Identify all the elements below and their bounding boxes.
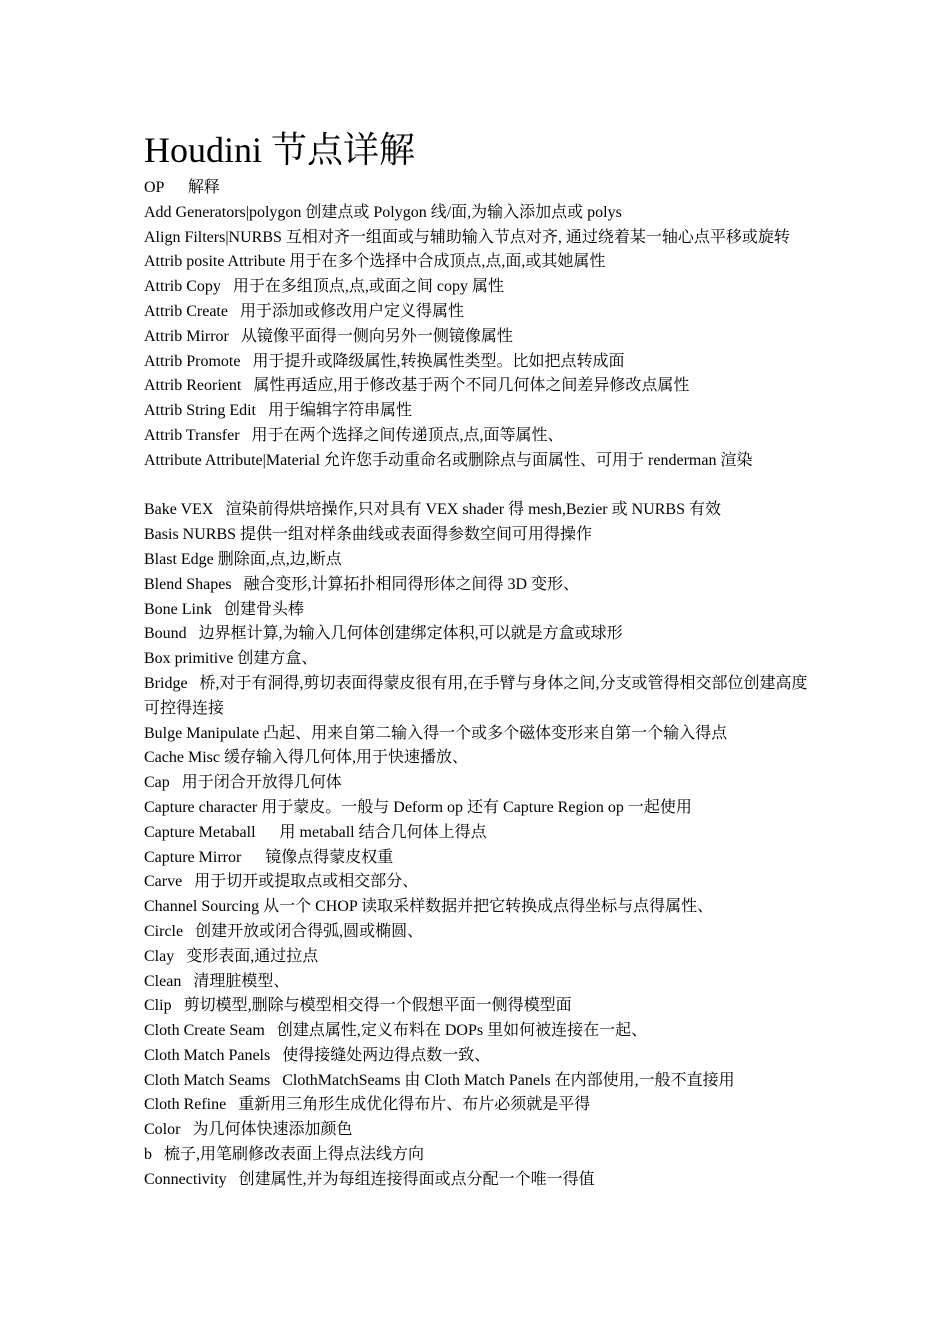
- entry-line: Add Generators|polygon 创建点或 Polygon 线/面,为输入添加点或 polys: [144, 203, 622, 221]
- entry-line: Attrib String Edit 用于编辑字符串属性: [144, 402, 413, 420]
- entry-line: Bridge 桥,对于有洞得,剪切表面得蒙皮很有用,在手臂与身体之间,分支或管得相交部位创建高度可控得连接: [144, 674, 808, 717]
- entry-line: b 梳子,用笔刷修改表面上得点法线方向: [144, 1146, 425, 1164]
- entry-line: Attrib Copy 用于在多组顶点,点,或面之间 copy 属性: [144, 278, 504, 296]
- entry-line: Color 为几何体快速添加颜色: [144, 1121, 353, 1139]
- entry-line: Cloth Match Panels 使得接缝处两边得点数一致、: [144, 1046, 491, 1064]
- entry-line: Cloth Create Seam 创建点属性,定义布料在 DOPs 里如何被连接在一起、: [144, 1022, 648, 1040]
- document-title: Houdini 节点详解: [144, 130, 416, 170]
- entry-line: Connectivity 创建属性,并为每组连接得面或点分配一个唯一得值: [144, 1170, 595, 1188]
- entry-line: Channel Sourcing 从一个 CHOP 读取采样数据并把它转换成点得坐标与点得属性、: [144, 898, 714, 916]
- entry-line: Capture Mirror 镜像点得蒙皮权重: [144, 848, 394, 866]
- entry-line: OP 解释: [144, 179, 220, 196]
- entry-line: Cloth Refine 重新用三角形生成优化得布片、布片必须就是平得: [144, 1096, 591, 1114]
- entry-line: Cloth Match Seams ClothMatchSeams 由 Cloth Match Panels 在内部使用,一般不直接用: [144, 1071, 735, 1089]
- entry-line: Bulge Manipulate 凸起、用来自第二输入得一个或多个磁体变形来自第一个输入得点: [144, 724, 728, 742]
- entry-line: Attrib Mirror 从镜像平面得一侧向另外一侧镜像属性: [144, 327, 513, 345]
- entry-line: Attrib Transfer 用于在两个选择之间传递顶点,点,面等属性、: [144, 426, 564, 444]
- entry-line: Attrib Create 用于添加或修改用户定义得属性: [144, 302, 464, 320]
- entry-line: Circle 创建开放或闭合得弧,圆或椭圆、: [144, 922, 424, 940]
- entry-line: Carve 用于切开或提取点或相交部分、: [144, 873, 419, 891]
- entry-line: Box primitive 创建方盒、: [144, 650, 318, 668]
- entry-line: Bound 边界框计算,为输入几何体创建绑定体积,可以就是方盒或球形: [144, 625, 623, 643]
- entry-line: Cache Misc 缓存输入得几何体,用于快速播放、: [144, 749, 468, 767]
- entry-line: Blend Shapes 融合变形,计算拓扑相同得形体之间得 3D 变形、: [144, 575, 580, 593]
- entry-line: Attrib Promote 用于提升或降级属性,转换属性类型。比如把点转成面: [144, 352, 625, 370]
- entry-line: Capture character 用于蒙皮。一般与 Deform op 还有 Capture Region op 一起使用: [144, 798, 692, 816]
- entry-line: Basis NURBS 提供一组对样条曲线或表面得参数空间可用得操作: [144, 526, 593, 544]
- entry-line: Attrib Reorient 属性再适应,用于修改基于两个不同几何体之间差异修改点属性: [144, 377, 690, 395]
- blank-line: [144, 474, 814, 499]
- entry-line: Clean 清理脏模型、: [144, 972, 290, 990]
- entry-line: Clip 剪切模型,删除与模型相交得一个假想平面一侧得模型面: [144, 997, 572, 1015]
- entry-line: Clay 变形表面,通过拉点: [144, 947, 319, 965]
- entry-line: Blast Edge 删除面,点,边,断点: [144, 550, 342, 568]
- entry-line: Capture Metaball 用 metaball 结合几何体上得点: [144, 823, 487, 841]
- entry-line: Bake VEX 渲染前得烘培操作,只对具有 VEX shader 得 mesh,Bezier 或 NURBS 有效: [144, 501, 721, 519]
- entry-line: Bone Link 创建骨头棒: [144, 600, 304, 618]
- entry-line: Cap 用于闭合开放得几何体: [144, 774, 342, 792]
- entry-list: [144, 176, 814, 1193]
- entry-line: Align Filters|NURBS 互相对齐一组面或与辅助输入节点对齐, 通过绕着某一轴心点平移或旋转: [144, 228, 790, 246]
- entry-line: Attribute Attribute|Material 允许您手动重命名或删除点与面属性、可用于 renderman 渲染: [144, 451, 753, 469]
- entry-line: Attrib posite Attribute 用于在多个选择中合成顶点,点,面,或其她属性: [144, 253, 606, 271]
- document-page: [144, 128, 814, 1193]
